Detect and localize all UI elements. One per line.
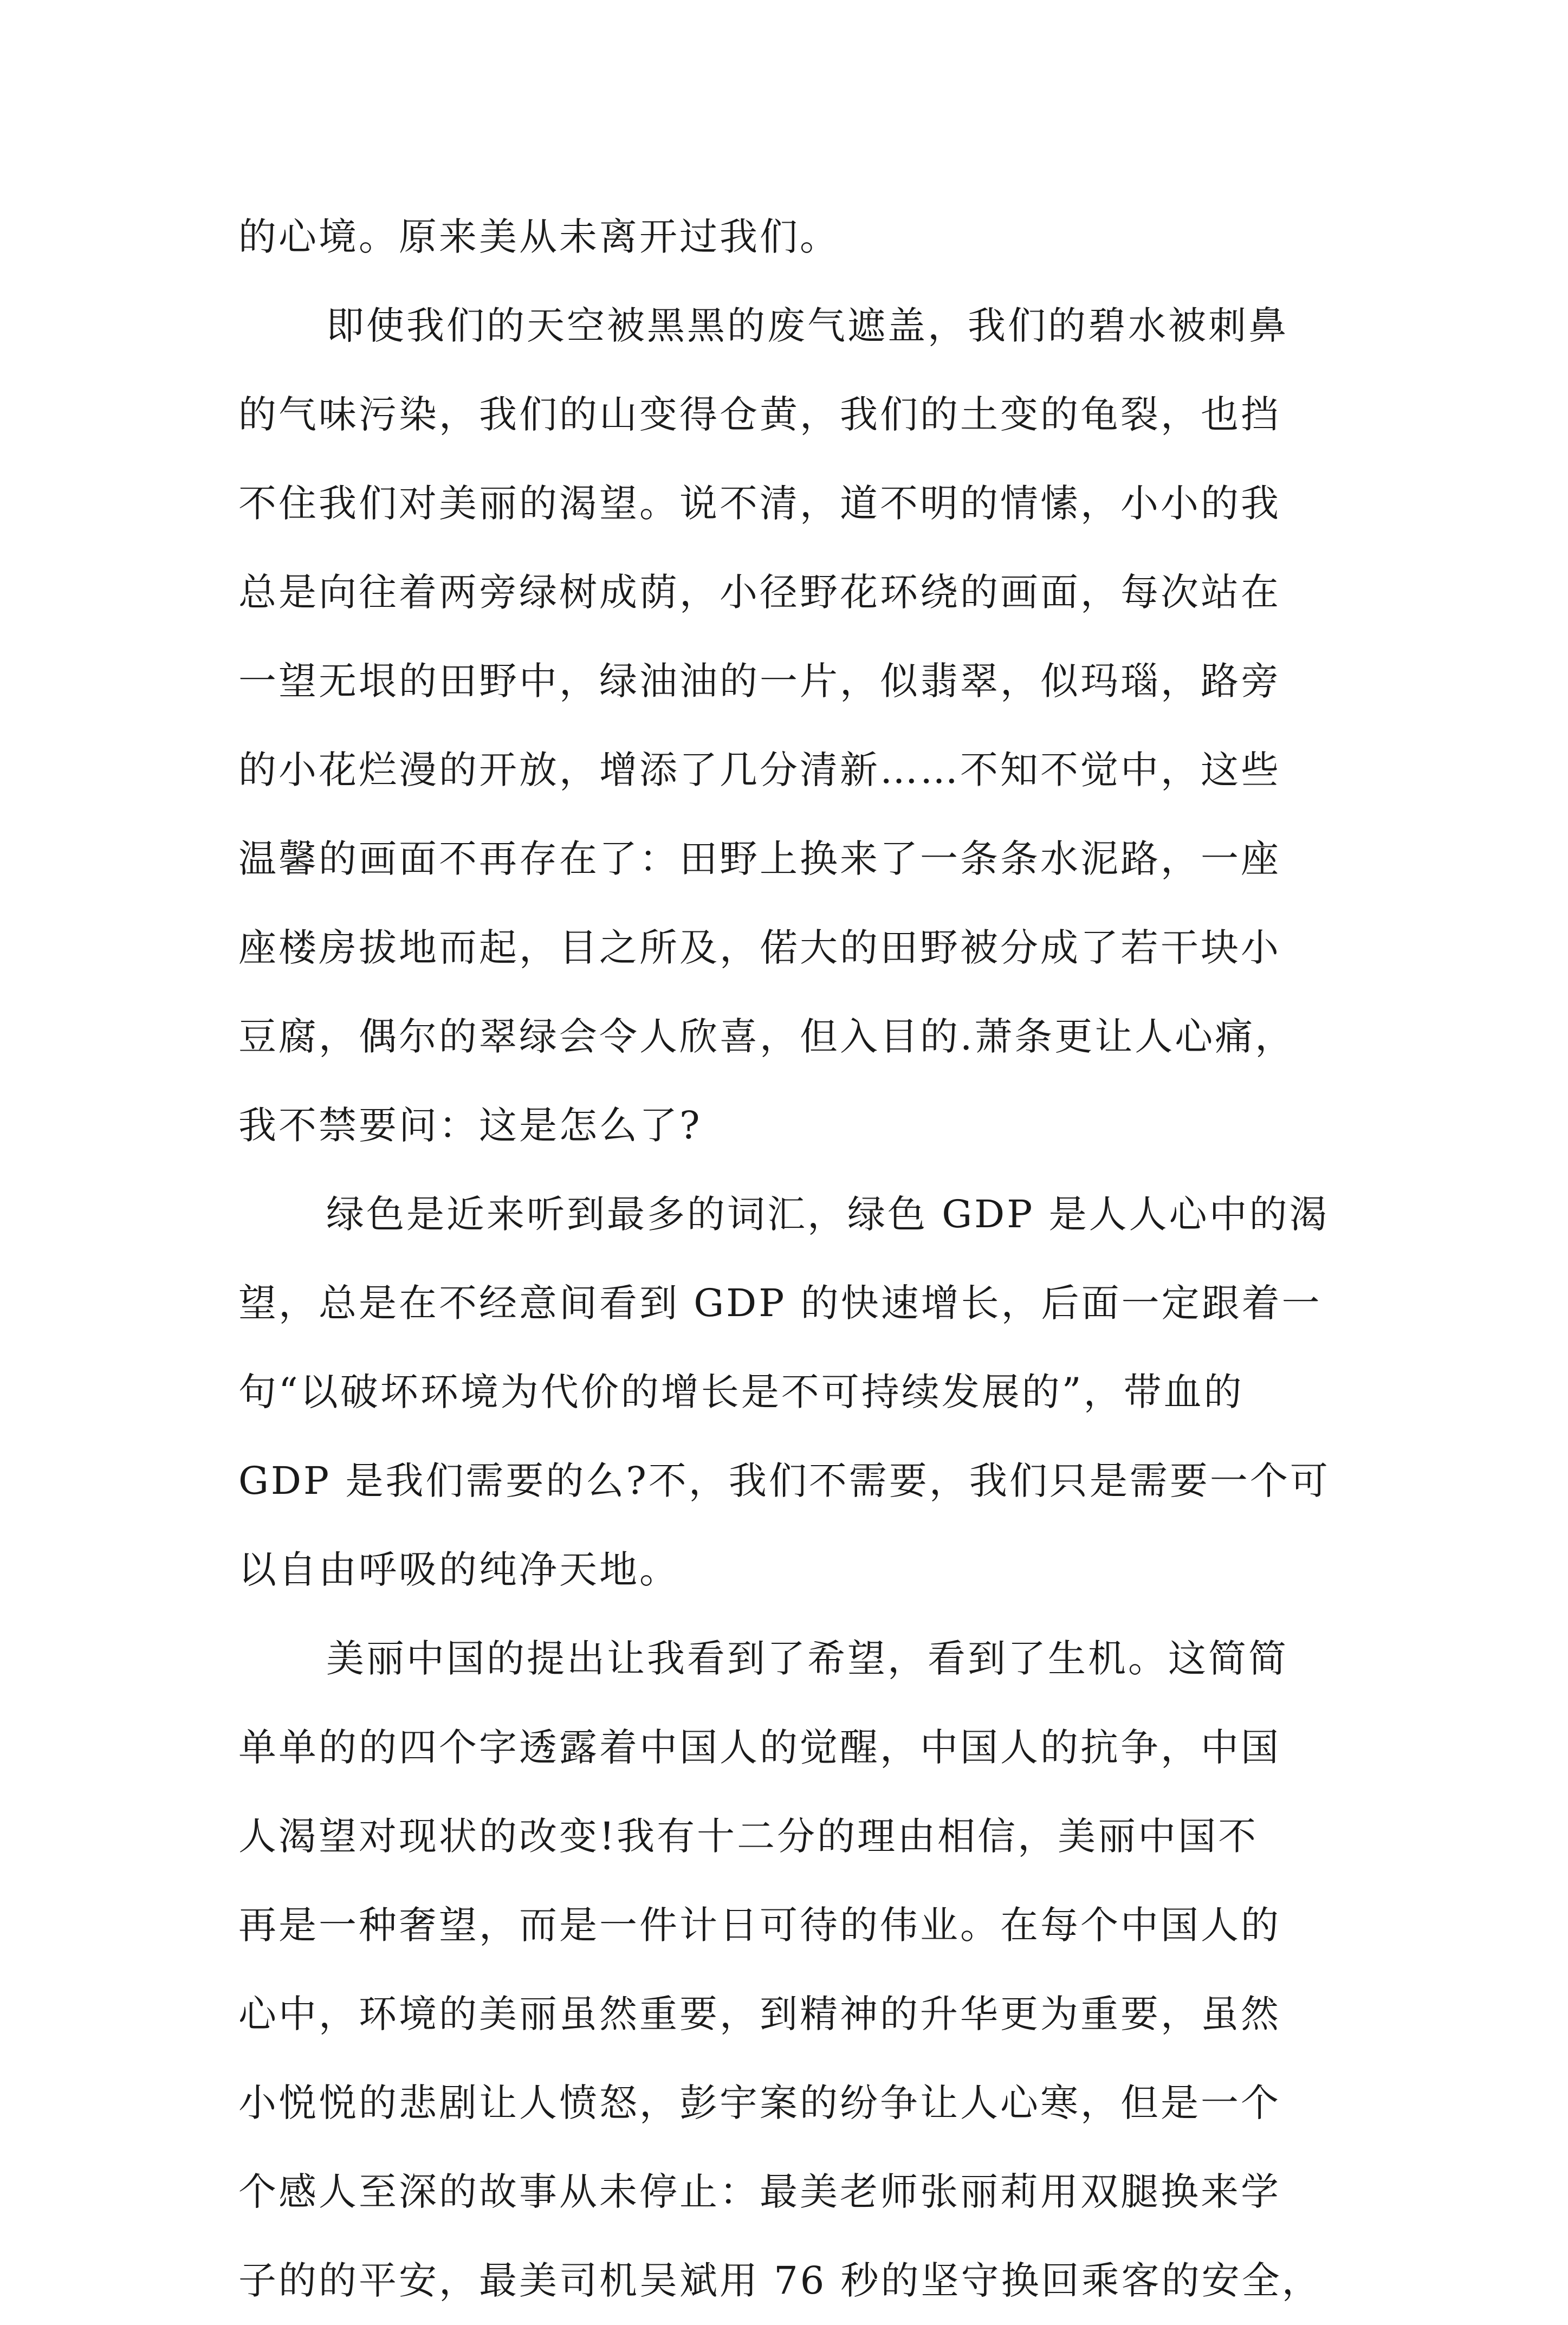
text-line: 单单的的四个字透露着中国人的觉醒，中国人的抗争，中国 [238,1725,1281,1770]
paragraph-first-line: 绿色是近来听到最多的词汇，绿色 GDP 是人人心中的渴 [326,1192,1330,1236]
text-line: 子的的平安，最美司机吴斌用 76 秒的坚守换回乘客的安全， [238,2258,1322,2303]
text-line: 豆腐，偶尔的翠绿会令人欣喜，但入目的.萧条更让人心痛， [238,1014,1295,1059]
text-line: 的气味污染，我们的山变得仓黄，我们的土变的龟裂，也挡 [238,392,1281,437]
text-line: 望，总是在不经意间看到 GDP 的快速增长，后面一定跟着一 [238,1281,1322,1325]
text-line: 个感人至深的故事从未停止：最美老师张丽莉用双腿换来学 [238,2169,1281,2214]
body-text [238,192,1338,2325]
text-line: 温馨的画面不再存在了：田野上换来了一条条水泥路，一座 [238,837,1281,881]
text-line: 以自由呼吸的纯净天地。 [238,1547,679,1592]
text-line: 一望无垠的田野中，绿油油的一片，似翡翠，似玛瑙，路旁 [238,659,1281,703]
text-line: 座楼房拔地而起，目之所及，偌大的田野被分成了若干块小 [238,925,1281,970]
text-line: 我不禁要问：这是怎么了? [238,1103,702,1148]
paragraph-first-line: 美丽中国的提出让我看到了希望，看到了生机。这简简 [326,1636,1288,1681]
text-line: 心中，环境的美丽虽然重要，到精神的升华更为重要，虽然 [238,1992,1281,2036]
text-line: 小悦悦的悲剧让人愤怒，彭宇案的纷争让人心寒，但是一个 [238,2081,1281,2125]
text-line: GDP 是我们需要的么?不，我们不需要，我们只是需要一个可 [238,1459,1330,1503]
text-line: 总是向往着两旁绿树成荫，小径野花环绕的画面，每次站在 [238,570,1281,614]
text-line: 再是一种奢望，而是一件计日可待的伟业。在每个中国人的 [238,1903,1281,1947]
text-line: 人渴望对现状的改变!我有十二分的理由相信，美丽中国不 [238,1814,1259,1858]
text-line: 的小花烂漫的开放，增添了几分清新……不知不觉中，这些 [238,748,1281,792]
text-line: 不住我们对美丽的渴望。说不清，道不明的情愫，小小的我 [238,481,1281,526]
text-line: 句“以破坏环境为代价的增长是不可持续发展的”，带血的 [238,1370,1244,1414]
paragraph-first-line: 即使我们的天空被黑黑的废气遮盖，我们的碧水被刺鼻 [326,303,1288,348]
text-line: 的心境。原来美从未离开过我们。 [238,215,840,259]
